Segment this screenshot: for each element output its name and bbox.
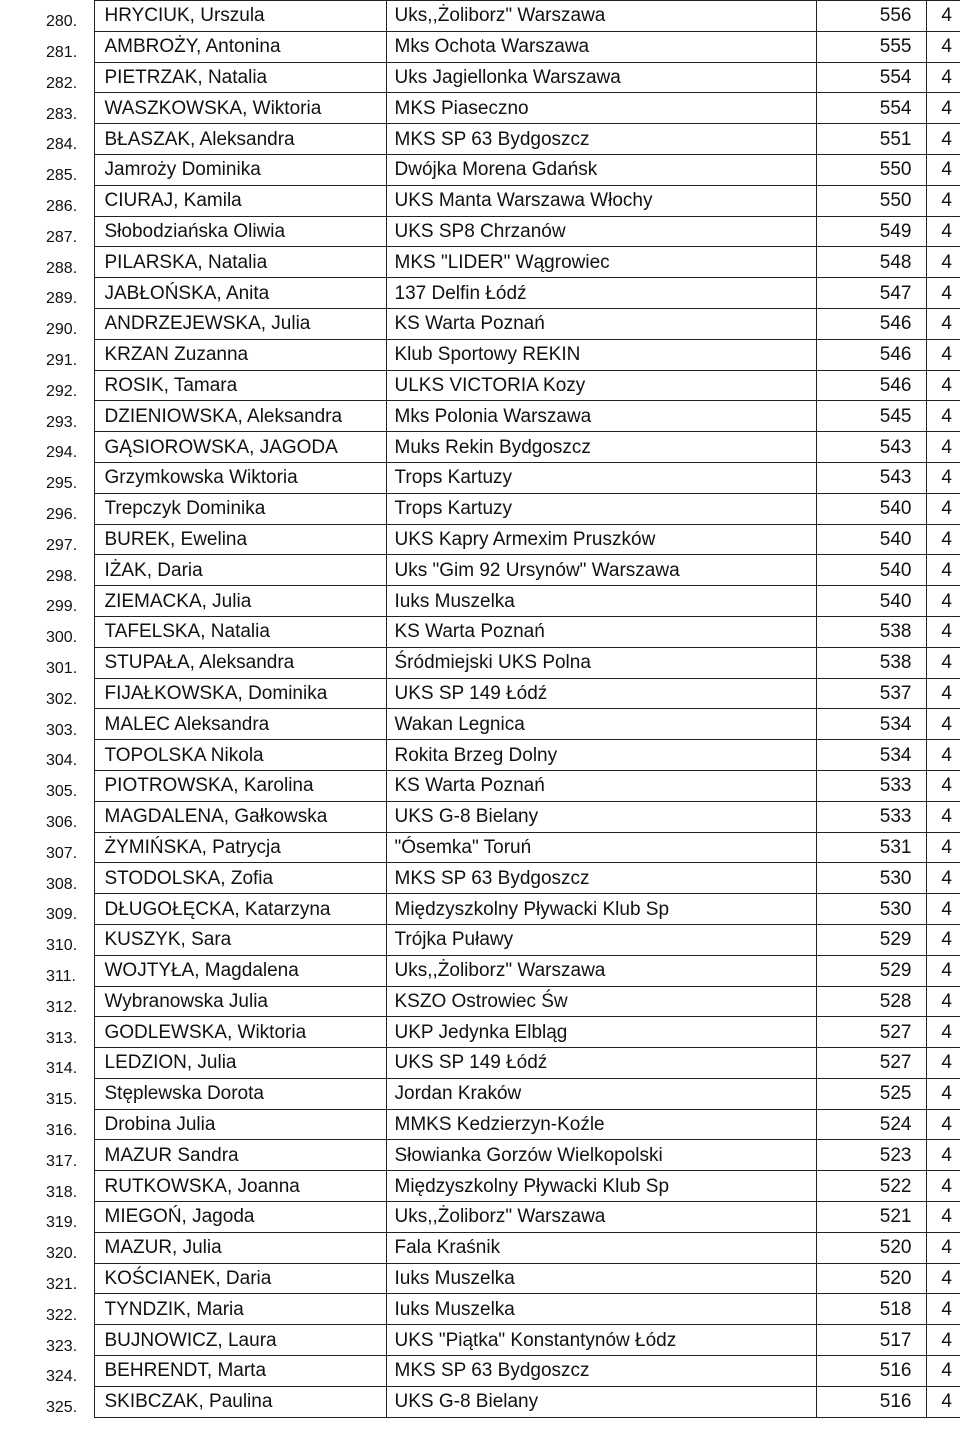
club-cell: UKS G-8 Bielany	[386, 1386, 816, 1417]
category-cell: 4	[926, 93, 960, 124]
swimmer-name-cell: MALEC Aleksandra	[94, 709, 386, 740]
points-cell: 538	[816, 616, 926, 647]
points-cell: 520	[816, 1263, 926, 1294]
points-cell: 523	[816, 1140, 926, 1171]
rank-cell: 282.	[46, 74, 78, 92]
category-cell: 4	[926, 863, 960, 894]
club-cell: Jordan Kraków	[386, 1078, 816, 1109]
club-cell: Uks,,Żoliborz" Warszawa	[386, 1, 816, 32]
points-cell: 533	[816, 801, 926, 832]
swimmer-name-cell: KRZAN Zuzanna	[94, 339, 386, 370]
category-cell: 4	[926, 339, 960, 370]
points-cell: 530	[816, 894, 926, 925]
rank-cell: 289.	[46, 290, 78, 308]
swimmer-name-cell: Grzymkowska Wiktoria	[94, 462, 386, 493]
swimmer-name-cell: WASZKOWSKA, Wiktoria	[94, 93, 386, 124]
club-cell: Słowianka Gorzów Wielkopolski	[386, 1140, 816, 1171]
category-cell: 4	[926, 740, 960, 771]
rank-cell: 283.	[46, 105, 78, 123]
rank-cell: 311.	[46, 968, 76, 985]
points-cell: 533	[816, 770, 926, 801]
swimmer-name-cell: MAZUR, Julia	[94, 1232, 386, 1263]
category-cell: 4	[926, 124, 960, 155]
category-cell: 4	[926, 432, 960, 463]
swimmer-name-cell: DŁUGOŁĘCKA, Katarzyna	[94, 894, 386, 925]
points-cell: 527	[816, 1017, 926, 1048]
category-cell: 4	[926, 555, 960, 586]
table-row	[0, 339, 960, 370]
points-cell: 529	[816, 924, 926, 955]
club-cell: "Ósemka" Toruń	[386, 832, 816, 863]
table-row	[0, 278, 960, 309]
category-cell: 4	[926, 1294, 960, 1325]
rank-cell: 316.	[46, 1121, 78, 1139]
rank-cell: 306.	[46, 814, 78, 832]
category-cell: 4	[926, 955, 960, 986]
swimmer-name-cell: BŁASZAK, Aleksandra	[94, 124, 386, 155]
category-cell: 4	[926, 586, 960, 617]
table-row	[0, 894, 960, 925]
points-cell: 537	[816, 678, 926, 709]
swimmer-name-cell: TOPOLSKA Nikola	[94, 740, 386, 771]
club-cell: MMKS Kedzierzyn-Koźle	[386, 1109, 816, 1140]
category-cell: 4	[926, 1017, 960, 1048]
club-cell: UKS G-8 Bielany	[386, 801, 816, 832]
club-cell: Muks Rekin Bydgoszcz	[386, 432, 816, 463]
points-cell: 550	[816, 185, 926, 216]
category-cell: 4	[926, 31, 960, 62]
rank-cell: 299.	[46, 598, 78, 616]
club-cell: Uks Jagiellonka Warszawa	[386, 62, 816, 93]
table-row	[0, 1171, 960, 1202]
club-cell: UKS "Piątka" Konstantynów Łódz	[386, 1325, 816, 1356]
swimmer-name-cell: Wybranowska Julia	[94, 986, 386, 1017]
points-cell: 518	[816, 1294, 926, 1325]
table-row	[0, 247, 960, 278]
table-row	[0, 493, 960, 524]
table-row	[0, 709, 960, 740]
rank-cell: 317.	[46, 1152, 78, 1170]
swimmer-name-cell: Słobodziańska Oliwia	[94, 216, 386, 247]
rank-cell: 294.	[46, 444, 78, 462]
swimmer-name-cell: KUSZYK, Sara	[94, 924, 386, 955]
swimmer-name-cell: KOŚCIANEK, Daria	[94, 1263, 386, 1294]
swimmer-name-cell: JABŁOŃSKA, Anita	[94, 278, 386, 309]
table-row	[0, 524, 960, 555]
swimmer-name-cell: TAFELSKA, Natalia	[94, 616, 386, 647]
table-row	[0, 555, 960, 586]
swimmer-name-cell: PIOTROWSKA, Karolina	[94, 770, 386, 801]
club-cell: Uks,,Żoliborz" Warszawa	[386, 955, 816, 986]
points-cell: 520	[816, 1232, 926, 1263]
points-cell: 540	[816, 586, 926, 617]
table-row	[0, 370, 960, 401]
table-row	[0, 1017, 960, 1048]
table-row	[0, 1386, 960, 1417]
rank-cell: 321.	[46, 1275, 78, 1293]
category-cell: 4	[926, 1140, 960, 1171]
rank-cell: 323.	[46, 1337, 78, 1355]
table-row	[0, 986, 960, 1017]
swimmer-name-cell: SKIBCZAK, Paulina	[94, 1386, 386, 1417]
results-table-body	[0, 1, 960, 1418]
rank-cell: 303.	[46, 721, 78, 739]
points-cell: 555	[816, 31, 926, 62]
table-row	[0, 1078, 960, 1109]
category-cell: 4	[926, 154, 960, 185]
table-row	[0, 1140, 960, 1171]
points-cell: 529	[816, 955, 926, 986]
table-row	[0, 1232, 960, 1263]
table-row	[0, 586, 960, 617]
rank-cell: 300.	[46, 629, 78, 647]
club-cell: Międzyszkolny Pływacki Klub Sp	[386, 894, 816, 925]
club-cell: Fala Kraśnik	[386, 1232, 816, 1263]
category-cell: 4	[926, 278, 960, 309]
table-row	[0, 154, 960, 185]
table-row	[0, 678, 960, 709]
swimmer-name-cell: LEDZION, Julia	[94, 1048, 386, 1079]
club-cell: 137 Delfin Łódź	[386, 278, 816, 309]
rank-cell: 297.	[46, 536, 78, 554]
points-cell: 551	[816, 124, 926, 155]
table-row	[0, 616, 960, 647]
table-row	[0, 1202, 960, 1233]
club-cell: Dwójka Morena Gdańsk	[386, 154, 816, 185]
swimmer-name-cell: STUPAŁA, Aleksandra	[94, 647, 386, 678]
category-cell: 4	[926, 678, 960, 709]
club-cell: Iuks Muszelka	[386, 586, 816, 617]
category-cell: 4	[926, 401, 960, 432]
category-cell: 4	[926, 647, 960, 678]
table-row	[0, 31, 960, 62]
table-row	[0, 216, 960, 247]
category-cell: 4	[926, 1109, 960, 1140]
points-cell: 546	[816, 370, 926, 401]
category-cell: 4	[926, 801, 960, 832]
table-row	[0, 863, 960, 894]
category-cell: 4	[926, 1356, 960, 1387]
rank-cell: 315.	[46, 1091, 78, 1109]
category-cell: 4	[926, 247, 960, 278]
points-cell: 546	[816, 308, 926, 339]
club-cell: UKS SP8 Chrzanów	[386, 216, 816, 247]
points-cell: 547	[816, 278, 926, 309]
club-cell: ULKS VICTORIA Kozy	[386, 370, 816, 401]
table-row	[0, 924, 960, 955]
points-cell: 540	[816, 555, 926, 586]
points-cell: 527	[816, 1048, 926, 1079]
club-cell: KS Warta Poznań	[386, 770, 816, 801]
points-cell: 534	[816, 709, 926, 740]
category-cell: 4	[926, 1202, 960, 1233]
club-cell: Trops Kartuzy	[386, 462, 816, 493]
club-cell: UKS SP 149 Łódź	[386, 1048, 816, 1079]
table-row	[0, 93, 960, 124]
table-row	[0, 1356, 960, 1387]
club-cell: UKS Kapry Armexim Pruszków	[386, 524, 816, 555]
rank-cell: 281.	[46, 44, 78, 62]
category-cell: 4	[926, 709, 960, 740]
rank-cell: 288.	[46, 259, 78, 277]
swimmer-name-cell: MIEGOŃ, Jagoda	[94, 1202, 386, 1233]
rank-cell: 325.	[46, 1399, 78, 1417]
table-row	[0, 1048, 960, 1079]
category-cell: 4	[926, 894, 960, 925]
rank-cell: 280.	[46, 13, 78, 31]
swimmer-name-cell: ANDRZEJEWSKA, Julia	[94, 308, 386, 339]
swimmer-name-cell: BUREK, Ewelina	[94, 524, 386, 555]
category-cell: 4	[926, 1, 960, 32]
rank-cell: 305.	[46, 783, 78, 801]
points-cell: 554	[816, 93, 926, 124]
rank-cell: 320.	[46, 1245, 78, 1263]
points-cell: 546	[816, 339, 926, 370]
swimmer-name-cell: MAZUR Sandra	[94, 1140, 386, 1171]
table-row	[0, 1263, 960, 1294]
rank-cell: 324.	[46, 1368, 78, 1386]
rank-cell: 318.	[46, 1183, 78, 1201]
swimmer-name-cell: Trepczyk Dominika	[94, 493, 386, 524]
rank-cell: 312.	[46, 998, 78, 1016]
category-cell: 4	[926, 185, 960, 216]
table-row	[0, 647, 960, 678]
swimmer-name-cell: ZIEMACKA, Julia	[94, 586, 386, 617]
table-row	[0, 955, 960, 986]
rank-cell: 302.	[46, 690, 78, 708]
swimmer-name-cell: IŻAK, Daria	[94, 555, 386, 586]
category-cell: 4	[926, 770, 960, 801]
swimmer-name-cell: MAGDALENA, Gałkowska	[94, 801, 386, 832]
category-cell: 4	[926, 1048, 960, 1079]
club-cell: Wakan Legnica	[386, 709, 816, 740]
swimmer-name-cell: BUJNOWICZ, Laura	[94, 1325, 386, 1356]
table-row	[0, 740, 960, 771]
rank-cell: 296.	[46, 506, 78, 524]
points-cell: 545	[816, 401, 926, 432]
rank-cell: 313.	[46, 1029, 78, 1047]
table-row	[0, 832, 960, 863]
points-cell: 531	[816, 832, 926, 863]
club-cell: MKS SP 63 Bydgoszcz	[386, 863, 816, 894]
points-cell: 543	[816, 462, 926, 493]
club-cell: MKS "LIDER" Wągrowiec	[386, 247, 816, 278]
swimmer-name-cell: TYNDZIK, Maria	[94, 1294, 386, 1325]
points-cell: 548	[816, 247, 926, 278]
swimmer-name-cell: Jamroży Dominika	[94, 154, 386, 185]
club-cell: UKP Jedynka Elbląg	[386, 1017, 816, 1048]
category-cell: 4	[926, 1263, 960, 1294]
rank-cell: 298.	[46, 567, 78, 585]
club-cell: Rokita Brzeg Dolny	[386, 740, 816, 771]
rank-cell: 304.	[46, 752, 78, 770]
swimmer-name-cell: WOJTYŁA, Magdalena	[94, 955, 386, 986]
club-cell: Mks Polonia Warszawa	[386, 401, 816, 432]
club-cell: UKS Manta Warszawa Włochy	[386, 185, 816, 216]
points-cell: 540	[816, 524, 926, 555]
club-cell: Klub Sportowy REKIN	[386, 339, 816, 370]
category-cell: 4	[926, 1078, 960, 1109]
category-cell: 4	[926, 986, 960, 1017]
category-cell: 4	[926, 216, 960, 247]
swimmer-name-cell: BEHRENDT, Marta	[94, 1356, 386, 1387]
rank-cell: 301.	[46, 660, 78, 678]
swimmer-name-cell: Drobina Julia	[94, 1109, 386, 1140]
rank-cell: 285.	[46, 167, 78, 185]
club-cell: UKS SP 149 Łódź	[386, 678, 816, 709]
table-row	[0, 1294, 960, 1325]
points-cell: 540	[816, 493, 926, 524]
swimmer-name-cell: ŻYMIŃSKA, Patrycja	[94, 832, 386, 863]
table-row	[0, 124, 960, 155]
rank-cell: 287.	[46, 228, 78, 246]
category-cell: 4	[926, 493, 960, 524]
rank-cell: 291.	[46, 352, 78, 370]
swimmer-name-cell: DZIENIOWSKA, Aleksandra	[94, 401, 386, 432]
category-cell: 4	[926, 462, 960, 493]
points-cell: 525	[816, 1078, 926, 1109]
swimmer-name-cell: PILARSKA, Natalia	[94, 247, 386, 278]
points-cell: 530	[816, 863, 926, 894]
table-row	[0, 770, 960, 801]
club-cell: Trójka Puławy	[386, 924, 816, 955]
club-cell: MKS SP 63 Bydgoszcz	[386, 1356, 816, 1387]
category-cell: 4	[926, 524, 960, 555]
rank-cell: 322.	[46, 1306, 78, 1324]
club-cell: Trops Kartuzy	[386, 493, 816, 524]
rank-cell: 293.	[46, 413, 78, 431]
table-row	[0, 1, 960, 32]
points-cell: 516	[816, 1386, 926, 1417]
points-cell: 522	[816, 1171, 926, 1202]
points-cell: 549	[816, 216, 926, 247]
table-row	[0, 185, 960, 216]
table-row	[0, 308, 960, 339]
rank-cell: 319.	[46, 1214, 78, 1232]
rank-cell: 292.	[46, 382, 78, 400]
swimmer-name-cell: FIJAŁKOWSKA, Dominika	[94, 678, 386, 709]
category-cell: 4	[926, 1325, 960, 1356]
rank-cell: 286.	[46, 198, 78, 216]
table-row	[0, 801, 960, 832]
points-cell: 528	[816, 986, 926, 1017]
category-cell: 4	[926, 1386, 960, 1417]
swimmer-name-cell: ROSIK, Tamara	[94, 370, 386, 401]
points-cell: 550	[816, 154, 926, 185]
category-cell: 4	[926, 616, 960, 647]
club-cell: KS Warta Poznań	[386, 308, 816, 339]
points-cell: 534	[816, 740, 926, 771]
points-cell: 521	[816, 1202, 926, 1233]
category-cell: 4	[926, 62, 960, 93]
club-cell: KS Warta Poznań	[386, 616, 816, 647]
rank-cell: 284.	[46, 136, 78, 154]
category-cell: 4	[926, 308, 960, 339]
swimmer-name-cell: RUTKOWSKA, Joanna	[94, 1171, 386, 1202]
club-cell: Uks "Gim 92 Ursynów" Warszawa	[386, 555, 816, 586]
club-cell: Iuks Muszelka	[386, 1263, 816, 1294]
swimmer-name-cell: AMBROŻY, Antonina	[94, 31, 386, 62]
points-cell: 516	[816, 1356, 926, 1387]
rank-cell: 310.	[46, 937, 78, 955]
swimmer-name-cell: HRYCIUK, Urszula	[94, 1, 386, 32]
swimmer-name-cell: PIETRZAK, Natalia	[94, 62, 386, 93]
category-cell: 4	[926, 1171, 960, 1202]
rank-cell: 290.	[46, 321, 78, 339]
category-cell: 4	[926, 832, 960, 863]
category-cell: 4	[926, 370, 960, 401]
points-cell: 517	[816, 1325, 926, 1356]
points-cell: 538	[816, 647, 926, 678]
table-row	[0, 401, 960, 432]
club-cell: Śródmiejski UKS Polna	[386, 647, 816, 678]
club-cell: KSZO Ostrowiec Św	[386, 986, 816, 1017]
rank-cell: 307.	[46, 844, 78, 862]
rank-cell: 295.	[46, 475, 78, 493]
table-row	[0, 1109, 960, 1140]
club-cell: MKS SP 63 Bydgoszcz	[386, 124, 816, 155]
rank-cell: 314.	[46, 1060, 78, 1078]
swimmer-name-cell: GODLEWSKA, Wiktoria	[94, 1017, 386, 1048]
category-cell: 4	[926, 924, 960, 955]
club-cell: Iuks Muszelka	[386, 1294, 816, 1325]
table-row	[0, 1325, 960, 1356]
swimmer-name-cell: CIURAJ, Kamila	[94, 185, 386, 216]
club-cell: Międzyszkolny Pływacki Klub Sp	[386, 1171, 816, 1202]
table-row	[0, 62, 960, 93]
rank-cell: 308.	[46, 875, 78, 893]
club-cell: Mks Ochota Warszawa	[386, 31, 816, 62]
points-cell: 543	[816, 432, 926, 463]
points-cell: 554	[816, 62, 926, 93]
swimmer-name-cell: GĄSIOROWSKA, JAGODA	[94, 432, 386, 463]
table-row	[0, 462, 960, 493]
rank-cell: 309.	[46, 906, 78, 924]
points-cell: 524	[816, 1109, 926, 1140]
club-cell: MKS Piaseczno	[386, 93, 816, 124]
category-cell: 4	[926, 1232, 960, 1263]
club-cell: Uks,,Żoliborz" Warszawa	[386, 1202, 816, 1233]
table-row	[0, 432, 960, 463]
points-cell: 556	[816, 1, 926, 32]
swimmer-name-cell: STODOLSKA, Zofia	[94, 863, 386, 894]
swimmer-name-cell: Stęplewska Dorota	[94, 1078, 386, 1109]
